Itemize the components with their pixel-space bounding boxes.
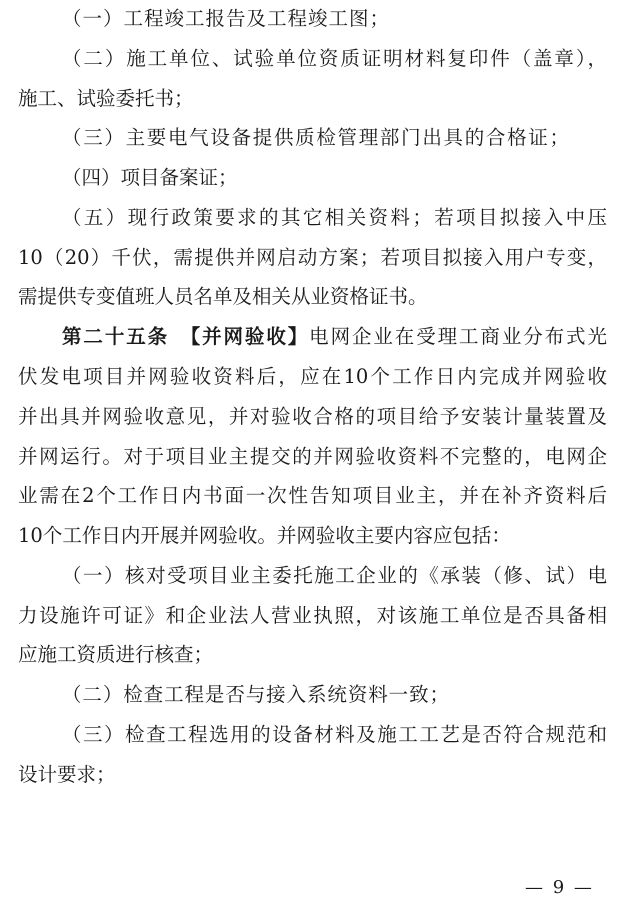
paragraph-line: 力设施许可证》和企业法人营业执照，对该施工单位是否具备相 <box>18 604 607 627</box>
paragraph-line: 并网运行。对于项目业主提交的并网验收资料不完整的，电网企 <box>18 445 607 468</box>
article-heading-line <box>0 322 621 352</box>
list-item: （一）核对受项目业主委托施工企业的《承装（修、试）电 <box>62 564 607 587</box>
paragraph-line: 10（20）千伏，需提供并网启动方案；若项目拟接入用户专变， <box>18 246 607 269</box>
paragraph-line: 并出具并网验收意见，并对验收合格的项目给予安装计量装置及 <box>18 405 607 428</box>
list-item: （二）施工单位、试验单位资质证明材料复印件（盖章）， <box>62 47 607 70</box>
article-number: 第二十五条 <box>62 325 170 348</box>
list-item: （三）检查工程选用的设备材料及施工工艺是否符合规范和 <box>62 723 607 746</box>
list-item: （三）主要电气设备提供质检管理部门出具的合格证； <box>62 126 569 149</box>
paragraph-line: 10个工作日内开展并网验收。并网验收主要内容应包括： <box>18 524 511 547</box>
list-item: （四）项目备案证； <box>62 166 238 189</box>
paragraph-line: 需提供专变值班人员名单及相关从业资格证书。 <box>18 285 428 308</box>
article-text: 电网企业在受理工商业分布式光 <box>309 325 607 348</box>
paragraph-line: 设计要求； <box>18 763 116 786</box>
paragraph-line: 伏发电项目并网验收资料后，应在10个工作日内完成并网验收 <box>18 365 607 388</box>
list-item: （二）检查工程是否与接入系统资料一致； <box>62 683 449 706</box>
list-item: （五）现行政策要求的其它相关资料；若项目拟接入中压 <box>62 206 607 229</box>
paragraph-line: 业需在2个工作日内书面一次性告知项目业主，并在补齐资料后 <box>18 484 607 507</box>
article-tag: 【并网验收】 <box>178 325 310 348</box>
list-item: （一）工程竣工报告及工程竣工图； <box>62 7 389 30</box>
paragraph-line: 应施工资质进行核查； <box>18 643 214 666</box>
page-number: — 9 — <box>525 877 594 898</box>
paragraph-line: 施工、试验委托书； <box>18 87 194 110</box>
